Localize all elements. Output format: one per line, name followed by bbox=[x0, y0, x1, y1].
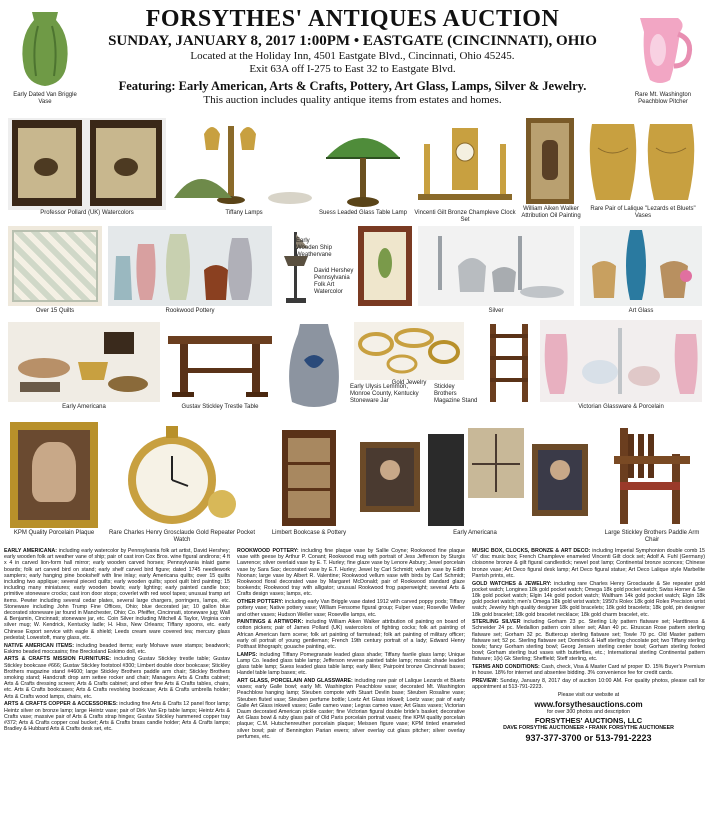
paintings-text: including William Aiken Walker attribution oil painting on board of cotton pickers; pair of James Pollard (UK) watercolors of fighting cocks; folk art painting of African American farm scene; folk art painting of farmstead; folk art painting of military officer; early oil portrait of young gentleman; French 19th century portrait of a lady; Edward Henry Potthast lithograph; gouache painting, etc. bbox=[237, 619, 465, 651]
native-american-heading: NATIVE AMERICAN ITEMS: bbox=[4, 642, 74, 649]
caption-limbert: Limbert Bookcase & Pottery bbox=[271, 530, 347, 536]
sterling-heading: STERLING SILVER bbox=[472, 619, 521, 626]
gold-watches-heading: GOLD WATCHES & JEWELRY: bbox=[472, 580, 552, 587]
arts-crafts-furniture-text: including Gustav Stickley trestle table; Gustav Stickley bookcase #666; Gustav Stickley footstool #300; Limbert double door bookcase; Stickley Brothers magazine stand #4600; large Stickley Brothers paddle arm chair; Stickley Brothers smoking stand; Handcraft drop arm settee rocker and chair; Managers Arts & Crafts cabinet; Arts & Crafts dressing screen; Arts & Crafts cabinet; and other fine Arts & Crafts tables, chairs, etc. Arts & Crafts bookcases; Arts & Crafts revolving bookcase; Arts & Crafts umbrella holder; Arts & Crafts wood lamps, chairs, etc. bbox=[4, 656, 230, 700]
auctioneers-line: DAVE FORSYTHE AUCTIONEER • FRANK FORSYTHE AUCTIONEER bbox=[503, 725, 674, 732]
paintings-heading: PAINTINGS & ARTWORK: bbox=[237, 619, 304, 626]
location-line: Located at the Holiday Inn, 4501 Eastgate Blvd., Cincinnati, Ohio 45245. bbox=[190, 50, 515, 62]
caption-stickley-table: Gustav Stickley Trestle Table bbox=[181, 404, 259, 410]
victorian-glassware-image bbox=[540, 320, 702, 402]
vincenti-clock-set-image bbox=[414, 118, 516, 210]
stoneware-jar-image bbox=[282, 320, 346, 414]
caption-vincenti-clock: Vincenti Gilt Bronze Champleve Clock Set bbox=[414, 210, 516, 223]
date-line: SUNDAY, JANUARY 8, 2017 1:00PM • EASTGATE (CINCINNATI), OHIO bbox=[108, 33, 597, 49]
kpm-plaque-image bbox=[10, 422, 98, 528]
subtitle-line: This auction includes quality antique items from estates and homes. bbox=[203, 94, 502, 106]
rookwood-heading: ROOKWOOD POTTERY: bbox=[237, 548, 299, 554]
caption-paddle-chair: Large Stickley Brothers Paddle Arm Chair bbox=[604, 530, 700, 543]
lalique-vases-image bbox=[584, 118, 702, 206]
early-americana-2-image bbox=[356, 424, 592, 532]
auction-title: FORSYTHES' ANTIQUES AUCTION bbox=[145, 6, 560, 32]
header bbox=[100, 6, 605, 107]
early-americana-heading: EARLY AMERICANA: bbox=[4, 548, 57, 554]
caption-early-americana-1: Early Americana bbox=[62, 404, 106, 410]
gold-watches-text: including rare Charles Henry Grosclaude & Sie repeater gold pocket watch; Longines 18k gold pocket watch; Omega 18k gold pocket watch; Swiss Horner & Sie 18k gold pocket watch; Elgin 14k gold pocket watch; Waltham 14k gold pocket watch; Elgin 18k gold pocket watch; men's Omega 18k gold wrist watch; 1950's Rolex 18k gold Rolex Precision wrist watch; Jewelry high quality designer 18k gold bracelets; 18k gold bracelets; 18k gold, pin designer 18k gold bracelet; 18k gold bracelet necklace; 18k gold charm bracelet, etc. bbox=[472, 580, 705, 618]
exit-line: Exit 63A off I-275 to East 32 to Eastgate Blvd. bbox=[249, 63, 456, 75]
rookwood-text: including fine plaque vase by Sallie Coyne; Rookwood fine plaque vase with geese by Arthur P. Conant; Rookwood mug with portrait of Jess Jefferson by Sturgis Lawrence; silver overlaid vase by E. T. Hurley; fine glaze vase by Lenore Asbury; Jewel porcelain vase by Sara Sax; decorated vase by E.T. Hurley; Jewel by Carl Schmidt; vellum vase by Edith Noonan; large vase by Albert R. Valentine; Rookwood vellum vase with birds by Carl Schmidt; Rookwood floral decorated vase by Margaret McDonald; pair of Rookwood standard glaze bookends; Rookwood tray with alligator; unusual Rookwood frog paperweight; several Arts & Crafts design vases; lamps, etc. bbox=[237, 548, 465, 598]
hershey-watercolor-image bbox=[358, 226, 412, 306]
tiffany-lamps-image bbox=[172, 120, 316, 208]
suess-lamp-image bbox=[322, 118, 404, 210]
column-2 bbox=[237, 548, 465, 816]
terms-heading: TERMS AND CONDITIONS: bbox=[472, 664, 540, 671]
early-americana-image bbox=[8, 322, 160, 402]
description-columns bbox=[4, 548, 705, 816]
caption-art-glass: Art Glass bbox=[628, 308, 654, 314]
pocket-watch-image bbox=[118, 420, 242, 528]
limbert-bookcase-image bbox=[280, 428, 338, 528]
caption-van-briggle-vase: Early Dated Van Briggle Vase bbox=[13, 92, 77, 105]
caption-stoneware-jar: Early Ulysis Lemmon, Monroe County, Kentucky Stoneware Jar bbox=[350, 384, 419, 404]
phone-numbers: 937-377-3700 or 513-791-2223 bbox=[525, 733, 652, 744]
magazine-stand-image bbox=[484, 320, 534, 406]
caption-quilts: Over 15 Quilts bbox=[35, 308, 75, 314]
music-box-heading: MUSIC BOX, CLOCKS, BRONZE & ART DECO: bbox=[472, 548, 591, 554]
caption-victorian-glassware: Victorian Glassware & Porcelain bbox=[578, 404, 664, 410]
music-box-text: including Imperial Symphonion double comb 15 ½" disc music box; French Champleve enameled Vincenti Gilt clock set; Adolf A. Fuhl (Germany) cloisonne bronze & gilt figural candlestick; newel post lamp; Continental bronze sconces; Chinese bronze vase; Art Deco figural desk lamp; Art Deco figural statue; Art Deco Lalique style Marbelite Parrish prints, etc. bbox=[472, 548, 705, 579]
native-american-text: including beaded items; early Mohave ware stamps; beadwork; Eskimo beaded moccasins; fine Brecksland Eskimo doll, etc. bbox=[4, 642, 230, 655]
walker-oil-painting-image bbox=[526, 118, 574, 204]
peachblow-pitcher-image bbox=[630, 10, 696, 88]
rookwood-pottery-image bbox=[108, 226, 272, 306]
preview-heading: PREVIEW: bbox=[472, 678, 499, 685]
caption-pocket-watch: Rare Charles Henry Grosclaude Gold Repeater Pocket Watch bbox=[108, 530, 256, 543]
column-1 bbox=[4, 548, 230, 816]
caption-pollard: Professor Pollard (UK) Watercolors bbox=[40, 210, 134, 216]
featuring-line: Featuring: Early American, Arts & Crafts, Pottery, Art Glass, Lamps, Silver & Jewelry. bbox=[118, 79, 587, 93]
caption-lalique: Rare Pair of Lalique "Lezards et Bluets" Vases bbox=[590, 206, 696, 219]
website-link[interactable]: www.forsythesauctions.com bbox=[534, 699, 643, 709]
website-after: for over 300 photos and description bbox=[546, 708, 631, 715]
art-glass-text: including rare pair of Lalique Lezards et Bluets vases; early Galle bowl; early Mt. Washington Peachblow vase; decorated Mt. Washington Peachblow hanging lamp; Steuben compote with Stuart Devlin base; Steuben Rosaline vase; Steuben fluted vase; Steuben perfume bottle; Loetz Art Glass inkwell; Loetz vase; pair of early Galle Art Glass inkwell vases; Galle cameo vase; Legras cameo vase; Art Glass vases; Victorian Daum decorated American pickle caster; fine Victorian figural double bride's basket; decorative Art Glass bowl & ruby glass pair of Old Paris porcelain portrait vases; fine KPM quality porcelain plaque; C.M. Hutschenreuther porcelain plaque; Meissen figure vase; KPM tinted enameled silver bowl; pair of Bennington Parian ewers; silver overlay cut glass pitcher; silver overlay perfumes, etc. bbox=[237, 678, 465, 740]
arts-crafts-copper-text: including fine Arts & Crafts 12 panel floor lamp; Heintz silver on bronze lamp; large Heintz vase; pair of Dirk Van Erp table lamps; Heintz Arts & Crafts vase; massive pair of Arts & Crafts strap hinges; Gustav Stickley hammered copper tray #372; Arts & Crafts copper coal bucket; Arts & Crafts brass candle holder; Arts & Crafts lamps; Bradley & Hubbard Arts & Crafts desk set, etc. bbox=[4, 701, 230, 733]
paddle-arm-chair-image bbox=[600, 424, 700, 528]
van-briggle-vase-image bbox=[14, 8, 76, 88]
caption-peachblow-pitcher: Rare Mt. Washington Peachblow Pitcher bbox=[634, 92, 692, 105]
column-3 bbox=[472, 548, 705, 816]
arts-crafts-copper-heading: ARTS & CRAFTS COPPER & ACCESSORIES: bbox=[4, 701, 118, 708]
stickley-trestle-table-image bbox=[166, 322, 274, 402]
caption-silver: Silver bbox=[488, 308, 504, 314]
caption-magazine-stand: Stickley Brothers Magazine Stand bbox=[434, 384, 478, 404]
pollard-watercolors-image bbox=[8, 118, 166, 210]
quilts-image bbox=[8, 226, 102, 306]
preview-text: Sunday, January 8, 2017 day of auction 10:00 AM. For quality photos, please call for appointment at 513-791-2223. bbox=[472, 678, 705, 691]
caption-weathervane: Early Wooden Ship Weathervane bbox=[296, 238, 332, 258]
lamps-heading: LAMPS: bbox=[237, 651, 258, 658]
caption-hershey: David Hershey Pennsylvania Folk Art Watercolor bbox=[314, 268, 354, 295]
other-pottery-text: including early Van Briggle vase dated 1912 with carved poppy pods; Tiffany pottery vase; Native pottery vase; William Fensome figural group; Fulper vase; Roseville Weller and other vases; Hudson Weller vase; Roseville lamps, etc. bbox=[237, 599, 465, 618]
caption-early-americana-2: Early Americana bbox=[453, 530, 497, 536]
art-glass-heading: ART GLASS, PORCELAIN AND GLASSWARE: bbox=[237, 678, 353, 685]
caption-rookwood: Rookwood Pottery bbox=[165, 308, 215, 314]
lamps-text: including Tiffany Pomegranate leaded glass shade; Tiffany favrile glass lamp; Unique Lamp Co. leaded glass table lamp; Jefferson reverse painted table lamp; mosaic shade leaded glass table lamp; Suess leaded glass table lamp; early lilies; Pairpoint bronze Cincinnati bases; Handel table lamp bases; etc. bbox=[237, 651, 465, 677]
caption-walker-painting: William Aiken Walker Attribution Oil Painting bbox=[521, 206, 581, 219]
arts-crafts-furniture-heading: ARTS & CRAFTS MISSION FURNITURE: bbox=[4, 656, 112, 663]
early-americana-text: including early watercolor by Pennsylvania folk art artist, David Hershey; early wooden folk art weather vane of ship; pair of cast iron Cox Bros. wine figural andirons; 4 ft x 4 in carved lion-form hall mirror; early wooden carved horses; Pennsylvania inlaid game boards; folk art carved bird on stand; early shelf carved bird figure; dated 1745 needlework samplers; early hanging pine bookshelf with line inlay; early Americana quilts; over 15 quilts including two applique; several pieced quilts; early wooden quilts; spool quilt bird painting; 15 including many miniatures; early wooden bowls; early lighting; early painted candle box; primitive stoneware crocks; cast iron door stops; coverlet with red wool tapes; unusual tramp art items. Pewter including several cedar plates, several large chargers, porringers, lamps, etc. Stoneware including John Trump Fine Offices, Ohio; blue decorated jar; 10 gallon blue decorated stoneware jar found in Manchester, Ohio; Co. Pfeiffer, Cincinnati, stoneware jug; Wall & Benjamin, Cincinnati; stoneware jar, etc. Coin Silver including Mitchell & Taylor, Virginia coin silver mug; W. Kendrick, Kentucky ladle; H. Hiss, New Orleans; Tiffany spoons, etc. early Chinese Export service with eagle & shield; Leeds cream ware covered tea; mercury glass pedestal; Lowestoft, many glass, etc. bbox=[4, 548, 230, 641]
firm-name: FORSYTHES' AUCTIONS, LLC bbox=[534, 716, 643, 726]
caption-suess-lamp: Suess Leaded Glass Table Lamp bbox=[319, 210, 407, 216]
website-intro: Please visit our website at bbox=[557, 691, 620, 698]
caption-kpm-plaque: KPM Quality Porcelain Plaque bbox=[13, 530, 95, 536]
caption-tiffany-lamps: Tiffany Lamps bbox=[225, 210, 263, 216]
other-pottery-heading: OTHER POTTERY: bbox=[237, 599, 284, 606]
gold-jewelry-image bbox=[354, 322, 464, 380]
caption-gold-jewelry: Gold Jewelry bbox=[391, 380, 427, 386]
art-glass-image bbox=[580, 226, 702, 306]
silver-image bbox=[418, 226, 574, 306]
terms-text: Cash, check, Visa & Master Card w/ proper ID. 15% Buyer's Premium in house. 18% for internet and absentee bidding. 3% convenience fee for credit cards. bbox=[472, 664, 705, 677]
sterling-text: including Gorham 23 pc. Sterling Lily pattern flatware set; Hardtiness & Schneider 24 pc. Medallion pattern coin silver set; Allan 40 pc. Etruscan Rose pattern sterling flatware set; Gorham 32 pc. Buttercup sterling flatware set; Towle 70 pc. Old Master pattern flatware set; 52 pc. Sterling flatware set; Dominick & Haff sterling chocolate pot; two Tiffany sterling bowls; fancy Gorham sterling bowl; Georg Jensen sterling center bowl; Gorham sterling footed bowl; Gorham sterling bud vases with butterflies, etc.; International sterling Continental pattern flatware; 1(k) Gk Sterling; Sheffield; Steff sterling, etc. bbox=[472, 619, 705, 663]
